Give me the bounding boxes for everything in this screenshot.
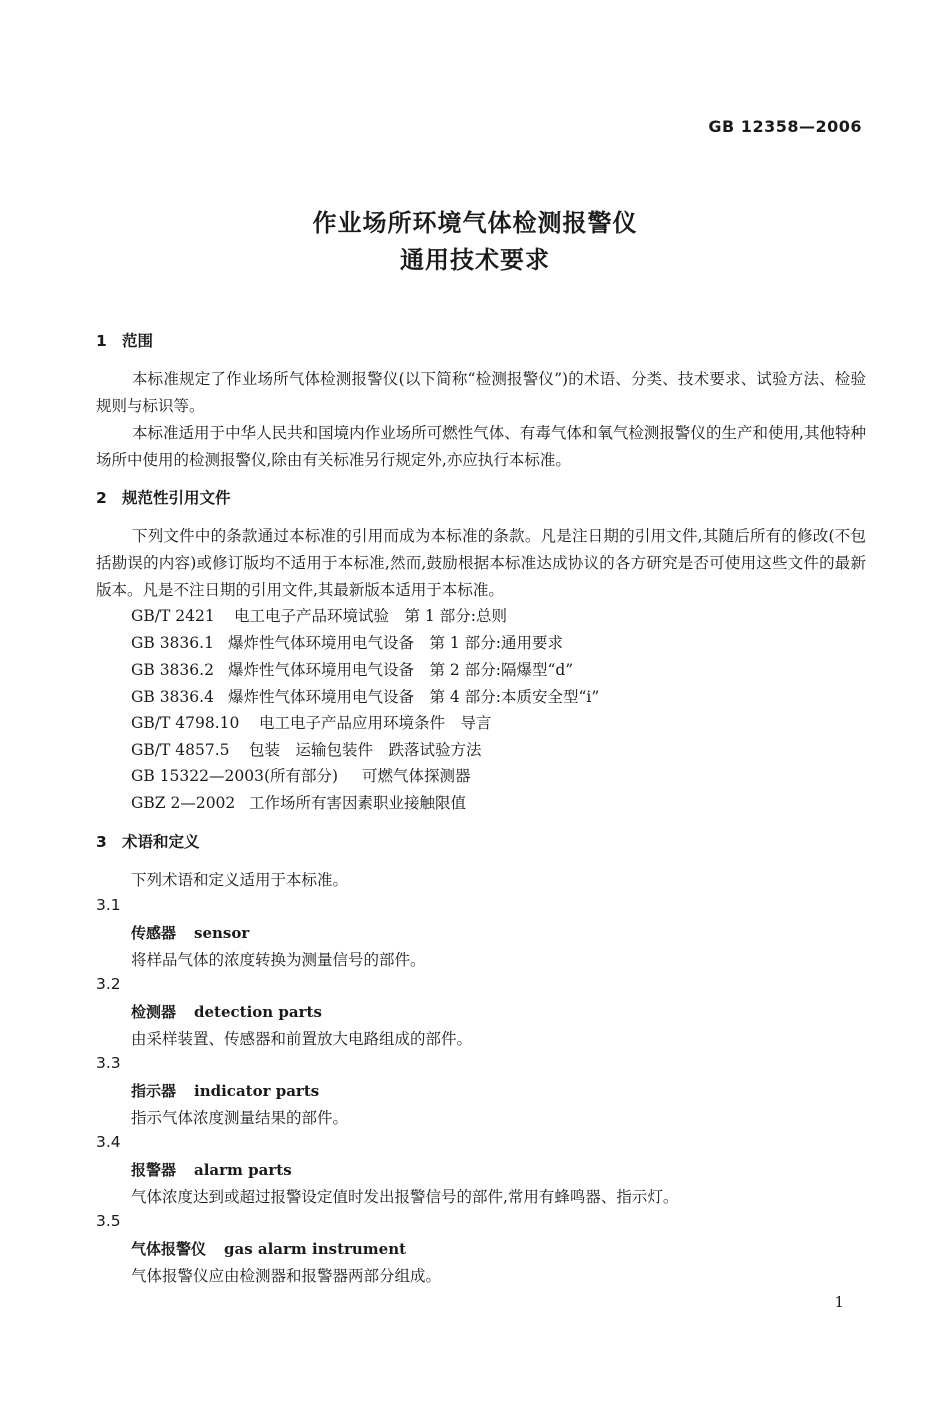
term-english: sensor (194, 924, 250, 942)
section-title: 规范性引用文件 (122, 489, 231, 507)
term-number: 3.5 (96, 1212, 121, 1230)
section-1-paragraph-2: 本标准适用于中华人民共和国境内作业场所可燃性气体、有毒气体和氧气检测报警仪的生产和使用,其他特种场所中使用的检测报警仪,除由有关标准另行规定外,亦应执行本标准。 (96, 424, 866, 469)
reference-item (131, 790, 466, 817)
term-definition: 指示气体浓度测量结果的部件。 (131, 1109, 349, 1127)
term-chinese: 指示器 (131, 1082, 177, 1100)
reference-title: 爆炸性气体环境用电气设备 第 4 部分:本质安全型“i” (228, 688, 600, 706)
section-number: 1 (96, 332, 107, 350)
term-english: alarm parts (194, 1161, 292, 1179)
reference-item (131, 603, 507, 630)
reference-title: 包装 运输包装件 跌落试验方法 (249, 741, 482, 759)
section-title: 范围 (122, 332, 154, 350)
standard-number: GB 12358—2006 (708, 117, 862, 136)
term-name (131, 1238, 406, 1259)
reference-code: GB/T 2421 (131, 607, 215, 625)
term-definition: 由采样装置、传感器和前置放大电路组成的部件。 (131, 1030, 473, 1048)
reference-code: GBZ 2—2002 (131, 794, 236, 812)
section-3-heading (96, 830, 200, 852)
reference-code: GB 15322—2003(所有部分) (131, 767, 339, 785)
reference-code: GB 3836.1 (131, 634, 214, 652)
reference-title: 爆炸性气体环境用电气设备 第 2 部分:隔爆型“d” (228, 661, 574, 679)
reference-title: 爆炸性气体环境用电气设备 第 1 部分:通用要求 (228, 634, 563, 652)
term-number: 3.2 (96, 975, 121, 993)
term-chinese: 检测器 (131, 1003, 177, 1021)
reference-code: GB/T 4798.10 (131, 714, 240, 732)
section-1-paragraph-1: 本标准规定了作业场所气体检测报警仪(以下简称“检测报警仪”)的术语、分类、技术要求、试验方法、检验规则与标识等。 (96, 370, 866, 415)
reference-item (131, 684, 599, 711)
section-number: 2 (96, 489, 107, 507)
term-definition: 气体报警仪应由检测器和报警器两部分组成。 (131, 1267, 442, 1285)
term-english: detection parts (194, 1003, 322, 1021)
term-definition: 将样品气体的浓度转换为测量信号的部件。 (131, 951, 426, 969)
section-number: 3 (96, 833, 107, 851)
section-2-paragraph-1: 下列文件中的条款通过本标准的引用而成为本标准的条款。凡是注日期的引用文件,其随后所有的修改(不包括勘误的内容)或修订版均不适用于本标准,然而,鼓励根据本标准达成协议的各方研究是否可使用这些文件的最新版本。凡是不注日期的引用文件,其最新版本适用于本标准。 (96, 527, 866, 599)
term-number: 3.3 (96, 1054, 121, 1072)
section-3-intro: 下列术语和定义适用于本标准。 (131, 871, 349, 889)
term-chinese: 报警器 (131, 1161, 177, 1179)
section-title: 术语和定义 (122, 833, 200, 851)
term-definition: 气体浓度达到或超过报警设定值时发出报警信号的部件,常用有蜂鸣器、指示灯。 (131, 1188, 679, 1206)
term-chinese: 传感器 (131, 924, 177, 942)
term-chinese: 气体报警仪 (131, 1240, 207, 1258)
document-title-line1: 作业场所环境气体检测报警仪 (312, 209, 638, 237)
term-english: indicator parts (194, 1082, 320, 1100)
term-number: 3.4 (96, 1133, 121, 1151)
section-2-heading (96, 486, 231, 508)
reference-item (131, 710, 492, 737)
term-name (131, 1001, 322, 1022)
reference-code: GB 3836.4 (131, 688, 214, 706)
reference-code: GB/T 4857.5 (131, 741, 230, 759)
reference-item (131, 657, 573, 684)
term-english: gas alarm instrument (224, 1240, 407, 1258)
reference-item (131, 630, 563, 657)
reference-title: 电工电子产品环境试验 第 1 部分:总则 (234, 607, 507, 625)
reference-code: GB 3836.2 (131, 661, 214, 679)
reference-item (131, 763, 471, 790)
reference-title: 工作场所有害因素职业接触限值 (249, 794, 467, 812)
reference-title: 电工电子产品应用环境条件 导言 (259, 714, 492, 732)
term-number: 3.1 (96, 896, 121, 914)
document-title-line2: 通用技术要求 (400, 246, 550, 274)
reference-title: 可燃气体探测器 (362, 767, 471, 785)
term-name (131, 1159, 292, 1180)
reference-item (131, 737, 482, 764)
term-name (131, 1080, 319, 1101)
term-name (131, 922, 249, 943)
section-1-heading (96, 329, 153, 351)
page-number: 1 (834, 1293, 844, 1311)
